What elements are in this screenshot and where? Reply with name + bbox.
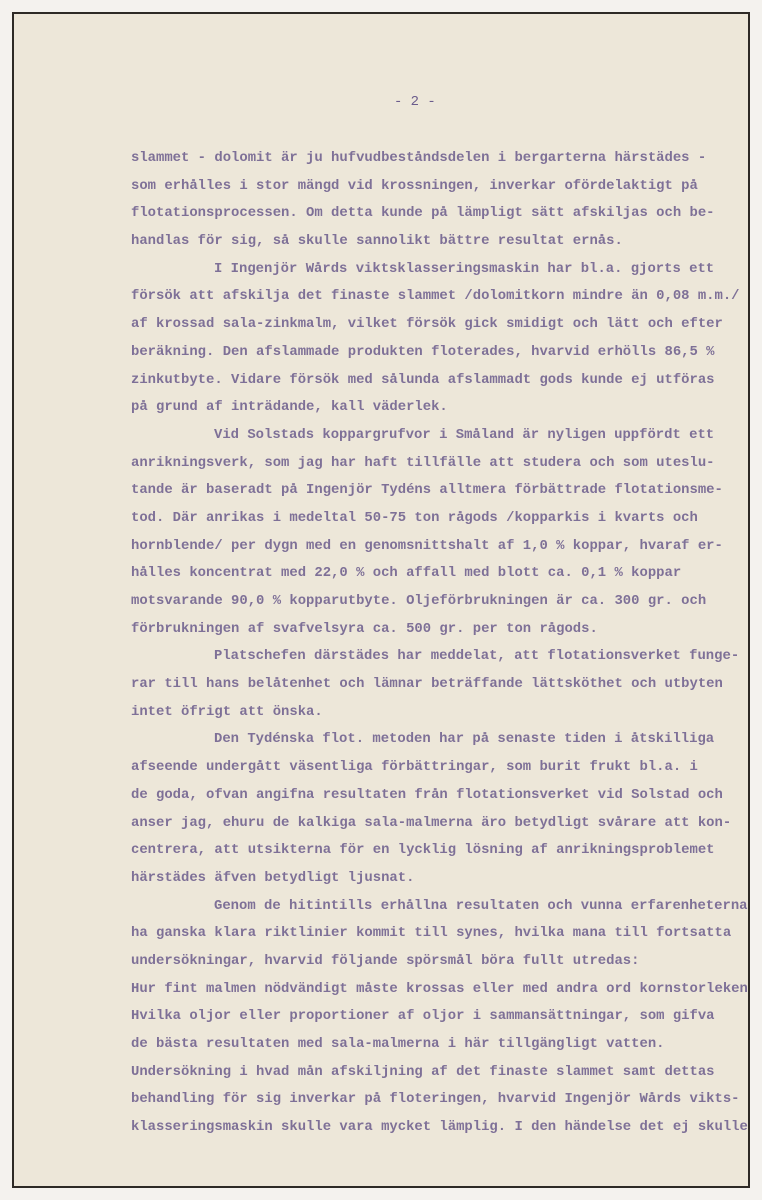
- text-line: motsvarande 90,0 % kopparutbyte. Oljeförbrukningen är ca. 300 gr. och: [131, 593, 707, 609]
- text-line: klasseringsmaskin skulle vara mycket lämplig. I den händelse det ej skulle: [131, 1119, 748, 1136]
- text-line: undersökningar, hvarvid följande spörsmål böra fullt utredas:: [131, 952, 640, 969]
- text-line: på grund af inträdande, kall väderlek.: [131, 399, 448, 416]
- text-line: härstädes äfven betydligt ljusnat.: [131, 869, 415, 886]
- text-line: centrera, att utsikterna för en lycklig lösning af anrikningsproblemet: [131, 842, 715, 859]
- text-line: de goda, ofvan angifna resultaten från flotationsverket vid Solstad och: [131, 786, 723, 803]
- text-line: anser jag, ehuru de kalkiga sala-malmerna äro betydligt svårare att kon-: [131, 814, 732, 831]
- text-line: som erhålles i stor mängd vid krossningen, inverkar ofördelaktigt på: [131, 177, 698, 194]
- text-line: handlas för sig, så skulle sannolikt bättre resultat ernås.: [131, 233, 623, 250]
- text-line: beräkning. Den afslammade produkten floterades, hvarvid erhölls 86,5 %: [131, 343, 715, 360]
- text-line: Hur fint malmen nödvändigt måste krossas eller med andra ord kornstorleken: [131, 980, 748, 997]
- text-line: de bästa resultaten med sala-malmerna i här tillgängligt vatten.: [131, 1036, 665, 1052]
- text-line: intet öfrigt att önska.: [131, 703, 323, 720]
- text-line: tande är baseradt på Ingenjör Tydéns alltmera förbättrade flotationsme-: [131, 482, 723, 499]
- text-line: hålles koncentrat med 22,0 % och affall med blott ca. 0,1 % koppar: [131, 565, 682, 582]
- text-line: tod. Där anrikas i medeltal 50-75 ton rågods /kopparkis i kvarts och: [131, 509, 698, 526]
- text-line: behandling för sig inverkar på floteringen, hvarvid Ingenjör Wårds vikts-: [131, 1091, 740, 1108]
- text-line: Hvilka oljor eller proportioner af oljor i sammansättningar, som gifva: [131, 1008, 715, 1025]
- text-line: afseende undergått väsentliga förbättringar, som burit frukt bl.a. i: [131, 759, 698, 776]
- text-line: I Ingenjör Wårds viktsklasseringsmaskin har bl.a. gjorts ett: [214, 260, 715, 277]
- text-line: rar till hans belåtenhet och lämnar beträffande lättsköthet och utbyten: [131, 676, 723, 693]
- page-number: - 2 -: [394, 94, 436, 110]
- text-line: Den Tydénska flot. metoden har på senaste tiden i åtskilliga: [214, 731, 715, 748]
- text-line: försök att afskilja det finaste slammet /dolomitkorn mindre än 0,08 m.m./: [131, 288, 740, 305]
- text-line: flotationsprocessen. Om detta kunde på lämpligt sätt afskiljas och be-: [131, 205, 715, 222]
- text-line: Genom de hitintills erhållna resultaten och vunna erfarenheterna: [214, 897, 748, 914]
- text-line: Platschefen därstädes har meddelat, att flotationsverket funge-: [214, 648, 740, 665]
- text-line: anrikningsverk, som jag har haft tillfälle att studera och som uteslu-: [131, 454, 715, 471]
- text-line: Undersökning i hvad mån afskiljning af det finaste slammet samt dettas: [131, 1063, 715, 1080]
- text-line: zinkutbyte. Vidare försök med sålunda afslammadt gods kunde ej utföras: [131, 371, 715, 388]
- text-line: hornblende/ per dygn med en genomsnittshalt af 1,0 % koppar, hvaraf er-: [131, 537, 723, 554]
- document-page: [12, 12, 750, 1188]
- document-body: [131, 145, 751, 1142]
- text-line: Vid Solstads koppargrufvor i Småland är nyligen uppfördt ett: [214, 426, 715, 443]
- text-line: slammet - dolomit är ju hufvudbeståndsdelen i bergarterna härstädes -: [131, 150, 707, 166]
- text-line: af krossad sala-zinkmalm, vilket försök gick smidigt och lätt och efter: [131, 316, 723, 333]
- text-line: ha ganska klara riktlinier kommit till synes, hvilka mana till fortsatta: [131, 925, 732, 942]
- text-line: förbrukningen af svafvelsyra ca. 500 gr. per ton rågods.: [131, 620, 598, 637]
